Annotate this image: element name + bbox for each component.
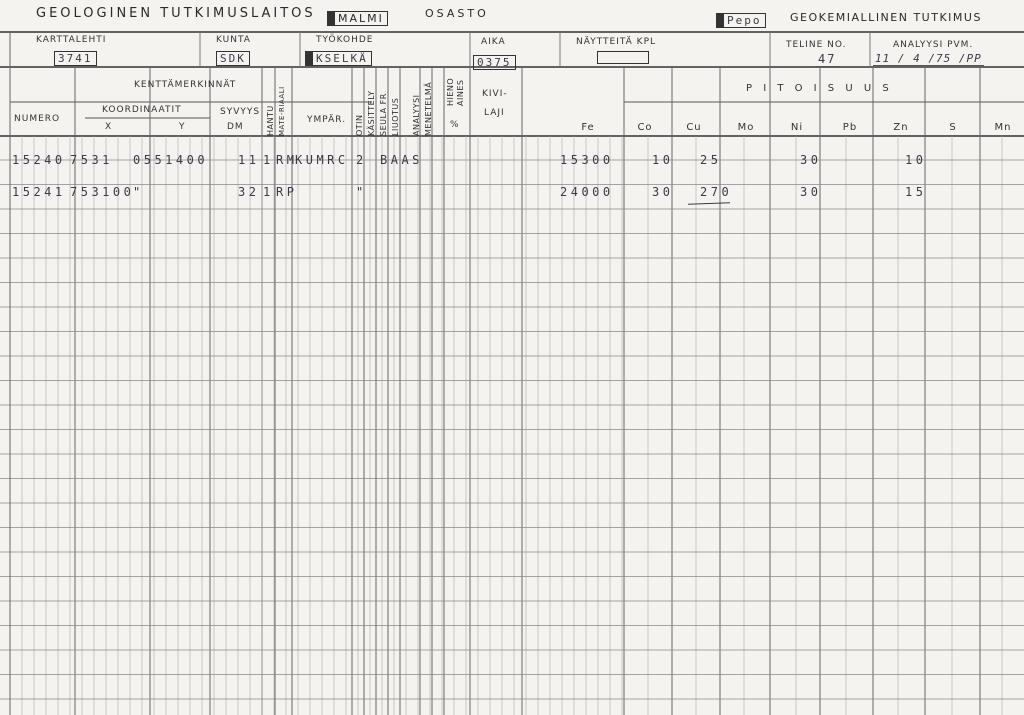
kivi-header: KIVI- <box>482 89 508 99</box>
analyysi-header: ANALYYSI <box>412 94 421 136</box>
cell-ni: 30 <box>800 153 822 167</box>
teline-label: TELINE NO. <box>786 40 847 50</box>
study-box: Pepo <box>716 9 766 28</box>
karttalehti-label: KARTTALEHTI <box>36 35 107 45</box>
cell-fe: 24000 <box>560 185 614 199</box>
dm-header: DM <box>227 122 244 132</box>
element-header-s: S <box>949 122 957 133</box>
cell-cu: 270 <box>700 185 733 199</box>
element-header-ni: Ni <box>790 122 804 133</box>
cell-y: " <box>133 185 144 199</box>
element-header-zn: Zn <box>893 122 909 133</box>
pitoisuus-header: P I T O I S U U S <box>746 83 893 94</box>
element-header-cu: Cu <box>686 122 702 133</box>
koordinaatit-header: KOORDINAATIT <box>102 105 182 115</box>
cell-zn: 10 <box>905 153 927 167</box>
element-header-mo: Mo <box>737 122 755 133</box>
kunta-value: SDK <box>216 47 250 66</box>
cell-numero: 15240 <box>12 153 66 167</box>
syvyys-header: SYVYYS <box>220 107 261 117</box>
percent-header: % <box>450 120 460 130</box>
element-header-pb: Pb <box>842 122 858 133</box>
naytteita-box <box>597 51 649 64</box>
kasittely-header: KÄSITTELY <box>367 90 376 136</box>
karttalehti-value: 3741 <box>54 47 97 66</box>
cell-numero: 15241 <box>12 185 66 199</box>
cell-co: 10 <box>652 153 674 167</box>
cell-hantu: 1 <box>263 153 274 167</box>
aika-value: 0375 <box>473 51 516 70</box>
element-header-co: Co <box>637 122 653 133</box>
cell-ni: 30 <box>800 185 822 199</box>
institute-name: GEOLOGINEN TUTKIMUSLAITOS <box>36 6 316 21</box>
laji-header: LAJI <box>484 108 505 118</box>
element-header-fe: Fe <box>581 122 595 133</box>
kenttamerkinnat-header: KENTTÄMERKINNÄT <box>134 80 237 90</box>
otin-header: OTIN <box>355 114 364 136</box>
department-label: OSASTO <box>425 7 489 20</box>
cell-syvyys: 11 <box>238 153 260 167</box>
cell-x: 7531 <box>70 153 113 167</box>
cell-cu: 25 <box>700 153 722 167</box>
x-header: X <box>105 122 113 132</box>
cell-ympar: KUMRC <box>295 153 349 167</box>
kunta-label: KUNTA <box>216 35 251 45</box>
cell-zn: 15 <box>905 185 927 199</box>
cell-otin: " <box>356 185 367 199</box>
y-header: Y <box>179 122 186 132</box>
cell-otin: 2 <box>356 153 367 167</box>
liuotus-header: LIUOTUS <box>391 97 400 136</box>
menetelma-header: MENETELMÄ <box>424 81 433 136</box>
hantu-header: HANTU <box>266 105 275 136</box>
element-header-mn: Mn <box>994 122 1012 133</box>
cell-kasittely: BAAS <box>380 153 423 167</box>
cell-syvyys: 32 <box>238 185 260 199</box>
department-box: MALMI <box>327 7 388 26</box>
ympar-header: YMPÄR. <box>307 115 347 125</box>
study-label: GEOKEMIALLINEN TUTKIMUS <box>790 11 982 24</box>
aines-header: AINES <box>456 79 465 106</box>
aika-label: AIKA <box>481 37 506 47</box>
cell-x: 753100 <box>70 185 135 199</box>
cell-materiaali: RP <box>276 185 298 199</box>
cell-materiaali: RM <box>276 153 298 167</box>
numero-header: NUMERO <box>14 114 61 124</box>
cell-co: 30 <box>652 185 674 199</box>
naytteita-label: NÄYTTEITÄ KPL <box>576 37 657 47</box>
tyokohde-label: TYÖKOHDE <box>316 35 374 45</box>
tyokohde-value: KSELKÄ <box>305 47 372 66</box>
hieno-header: HIENO <box>446 77 455 106</box>
seula-header: SEULA FR <box>379 93 388 136</box>
teline-value: 47 <box>815 52 839 67</box>
cell-y: 0551400 <box>133 153 209 167</box>
materiaali-header: MATE-RIAALI <box>278 86 286 136</box>
analyysi-pvm-value: 11 / 4 /75 /PP <box>875 52 982 65</box>
cell-fe: 15300 <box>560 153 614 167</box>
analyysi-pvm-label: ANALYYSI PVM. <box>893 40 974 50</box>
cell-hantu: 1 <box>263 185 274 199</box>
